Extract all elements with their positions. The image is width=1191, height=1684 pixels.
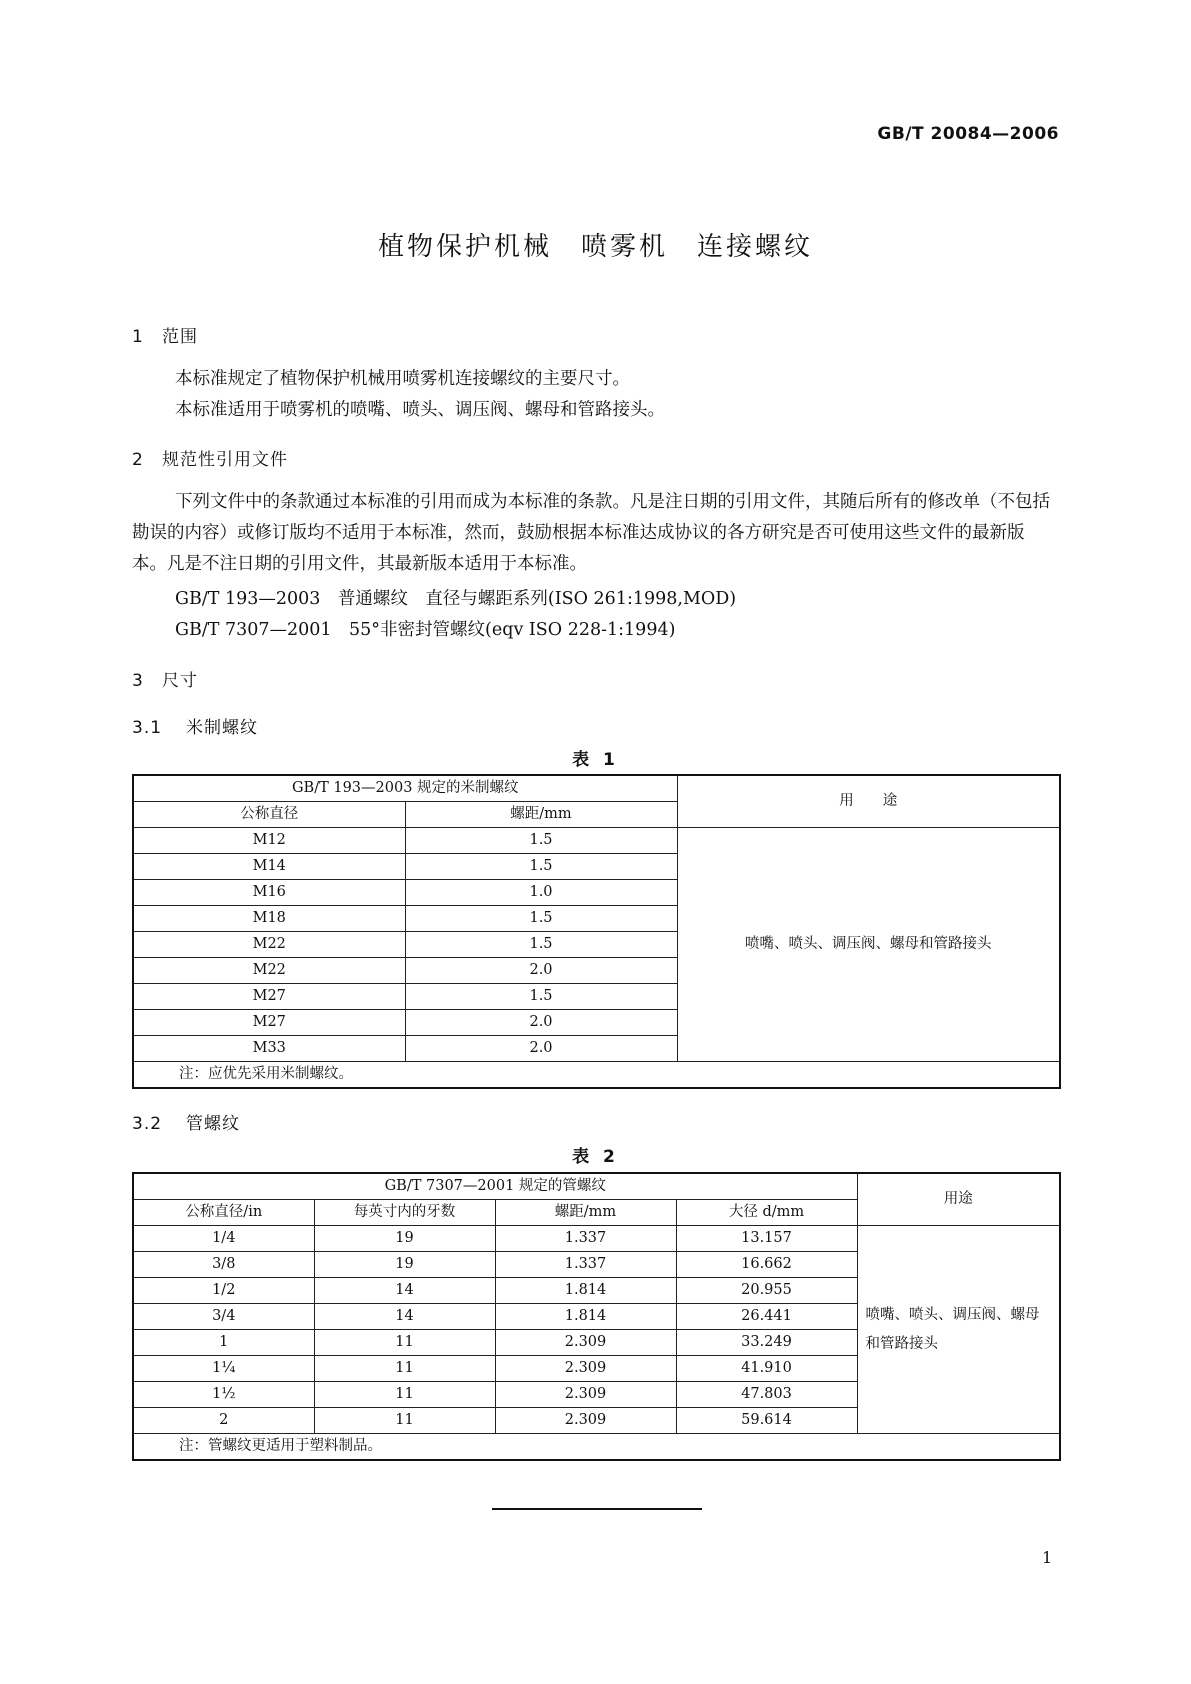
table-cell: 3/4 [133, 1304, 314, 1330]
table-cell: 1.5 [405, 906, 677, 932]
table-2-use-header: 用途 [857, 1173, 1060, 1226]
table-2-major-diameter-header: 大径 d/mm [676, 1200, 857, 1226]
table-cell: 1.0 [405, 880, 677, 906]
section-1-title: 范围 [162, 327, 198, 347]
table-cell: 14 [314, 1278, 495, 1304]
section-3-number: 3 [132, 671, 144, 691]
document-title: 植物保护机械 喷雾机 连接螺纹 [377, 232, 813, 262]
table-cell: 1.5 [405, 932, 677, 958]
table-cell: 1/4 [133, 1226, 314, 1252]
table-cell: 20.955 [676, 1278, 857, 1304]
table-cell: 19 [314, 1226, 495, 1252]
table-cell: 2.309 [495, 1330, 676, 1356]
table-cell: 1.337 [495, 1252, 676, 1278]
table-cell: 13.157 [676, 1226, 857, 1252]
table-cell: M18 [133, 906, 405, 932]
table-1-note: 注：应优先采用米制螺纹。 [133, 1062, 1060, 1089]
section-3-1-number: 3.1 [132, 718, 163, 738]
table-cell: 2.0 [405, 958, 677, 984]
table-cell: 1.814 [495, 1304, 676, 1330]
table-cell: 1.5 [405, 854, 677, 880]
table-1 [132, 774, 1061, 1089]
table-cell: 41.910 [676, 1356, 857, 1382]
section-2-number: 2 [132, 450, 144, 470]
table-2-use-value: 喷嘴、喷头、调压阀、螺母和管路接头 [857, 1226, 1060, 1434]
table-cell: M12 [133, 828, 405, 854]
table-cell: 2.0 [405, 1036, 677, 1062]
table-2-note: 注：管螺纹更适用于塑料制品。 [133, 1434, 1060, 1461]
table-cell: 11 [314, 1382, 495, 1408]
table-cell: 1½ [133, 1382, 314, 1408]
table-1-use-header: 用 途 [677, 775, 1060, 828]
table-cell: 11 [314, 1408, 495, 1434]
table-cell: 14 [314, 1304, 495, 1330]
table-cell: M27 [133, 984, 405, 1010]
table-2-pitch-header: 螺距/mm [495, 1200, 676, 1226]
table-cell: M16 [133, 880, 405, 906]
table-2-group-header: GB/T 7307—2001 规定的管螺纹 [133, 1173, 857, 1200]
table-cell: 11 [314, 1356, 495, 1382]
section-2-title: 规范性引用文件 [162, 450, 288, 470]
table-cell: 59.614 [676, 1408, 857, 1434]
table-cell: M14 [133, 854, 405, 880]
table-cell: 1.5 [405, 984, 677, 1010]
table-cell: 1.337 [495, 1226, 676, 1252]
table-cell: 1/2 [133, 1278, 314, 1304]
section-3-2-title: 管螺纹 [186, 1114, 240, 1134]
table-cell: 19 [314, 1252, 495, 1278]
table-2-caption: 表 2 [572, 1147, 619, 1167]
table-cell: 47.803 [676, 1382, 857, 1408]
page-number: 1 [1042, 1548, 1053, 1567]
table-row [133, 828, 1060, 854]
table-1-group-header: GB/T 193—2003 规定的米制螺纹 [133, 775, 677, 802]
table-2-tpi-header: 每英寸内的牙数 [314, 1200, 495, 1226]
table-cell: 1.5 [405, 828, 677, 854]
table-cell: 16.662 [676, 1252, 857, 1278]
section-1-number: 1 [132, 327, 144, 347]
section-3-heading [132, 666, 198, 691]
reference-gbt-7307: GB/T 7307—2001 55°非密封管螺纹(eqv ISO 228-1:1994) [175, 620, 676, 640]
table-cell: M22 [133, 958, 405, 984]
table-cell: 2.309 [495, 1382, 676, 1408]
table-cell: 2.309 [495, 1408, 676, 1434]
standard-number: GB/T 20084—2006 [877, 124, 1059, 144]
section-3-2-number: 3.2 [132, 1114, 163, 1134]
reference-gbt-193: GB/T 193—2003 普通螺纹 直径与螺距系列(ISO 261:1998,MOD) [175, 589, 737, 609]
section-3-1-title: 米制螺纹 [186, 718, 258, 738]
section-1-paragraph-1: 本标准规定了植物保护机械用喷雾机连接螺纹的主要尺寸。 [175, 369, 630, 389]
section-3-1-heading [132, 713, 258, 738]
table-cell: 26.441 [676, 1304, 857, 1330]
table-1-diameter-header: 公称直径 [133, 802, 405, 828]
table-cell: 2.309 [495, 1356, 676, 1382]
table-cell: M27 [133, 1010, 405, 1036]
section-2-paragraph: 下列文件中的条款通过本标准的引用而成为本标准的条款。凡是注日期的引用文件，其随后所有的修改单（不包括勘误的内容）或修订版均不适用于本标准，然而，鼓励根据本标准达成协议的各方研究是否可使用这些文件的最新版本。凡是不注日期的引用文件，其最新版本适用于本标准。 [132, 492, 1050, 574]
table-cell: M33 [133, 1036, 405, 1062]
table-2 [132, 1172, 1061, 1461]
section-2-heading [132, 445, 288, 470]
section-1-paragraph-2: 本标准适用于喷雾机的喷嘴、喷头、调压阀、螺母和管路接头。 [175, 400, 665, 420]
table-cell: 1.814 [495, 1278, 676, 1304]
table-row [133, 1226, 1060, 1252]
table-1-pitch-header: 螺距/mm [405, 802, 677, 828]
table-cell: 1 [133, 1330, 314, 1356]
table-cell: 11 [314, 1330, 495, 1356]
section-3-title: 尺寸 [162, 671, 198, 691]
table-1-use-value: 喷嘴、喷头、调压阀、螺母和管路接头 [677, 828, 1060, 1062]
table-cell: 2 [133, 1408, 314, 1434]
section-1-heading [132, 322, 198, 347]
table-cell: 33.249 [676, 1330, 857, 1356]
table-cell: M22 [133, 932, 405, 958]
end-rule [492, 1508, 702, 1510]
section-3-2-heading [132, 1109, 240, 1134]
table-1-caption: 表 1 [572, 750, 619, 770]
table-cell: 1¼ [133, 1356, 314, 1382]
table-cell: 3/8 [133, 1252, 314, 1278]
table-2-diameter-header: 公称直径/in [133, 1200, 314, 1226]
table-cell: 2.0 [405, 1010, 677, 1036]
